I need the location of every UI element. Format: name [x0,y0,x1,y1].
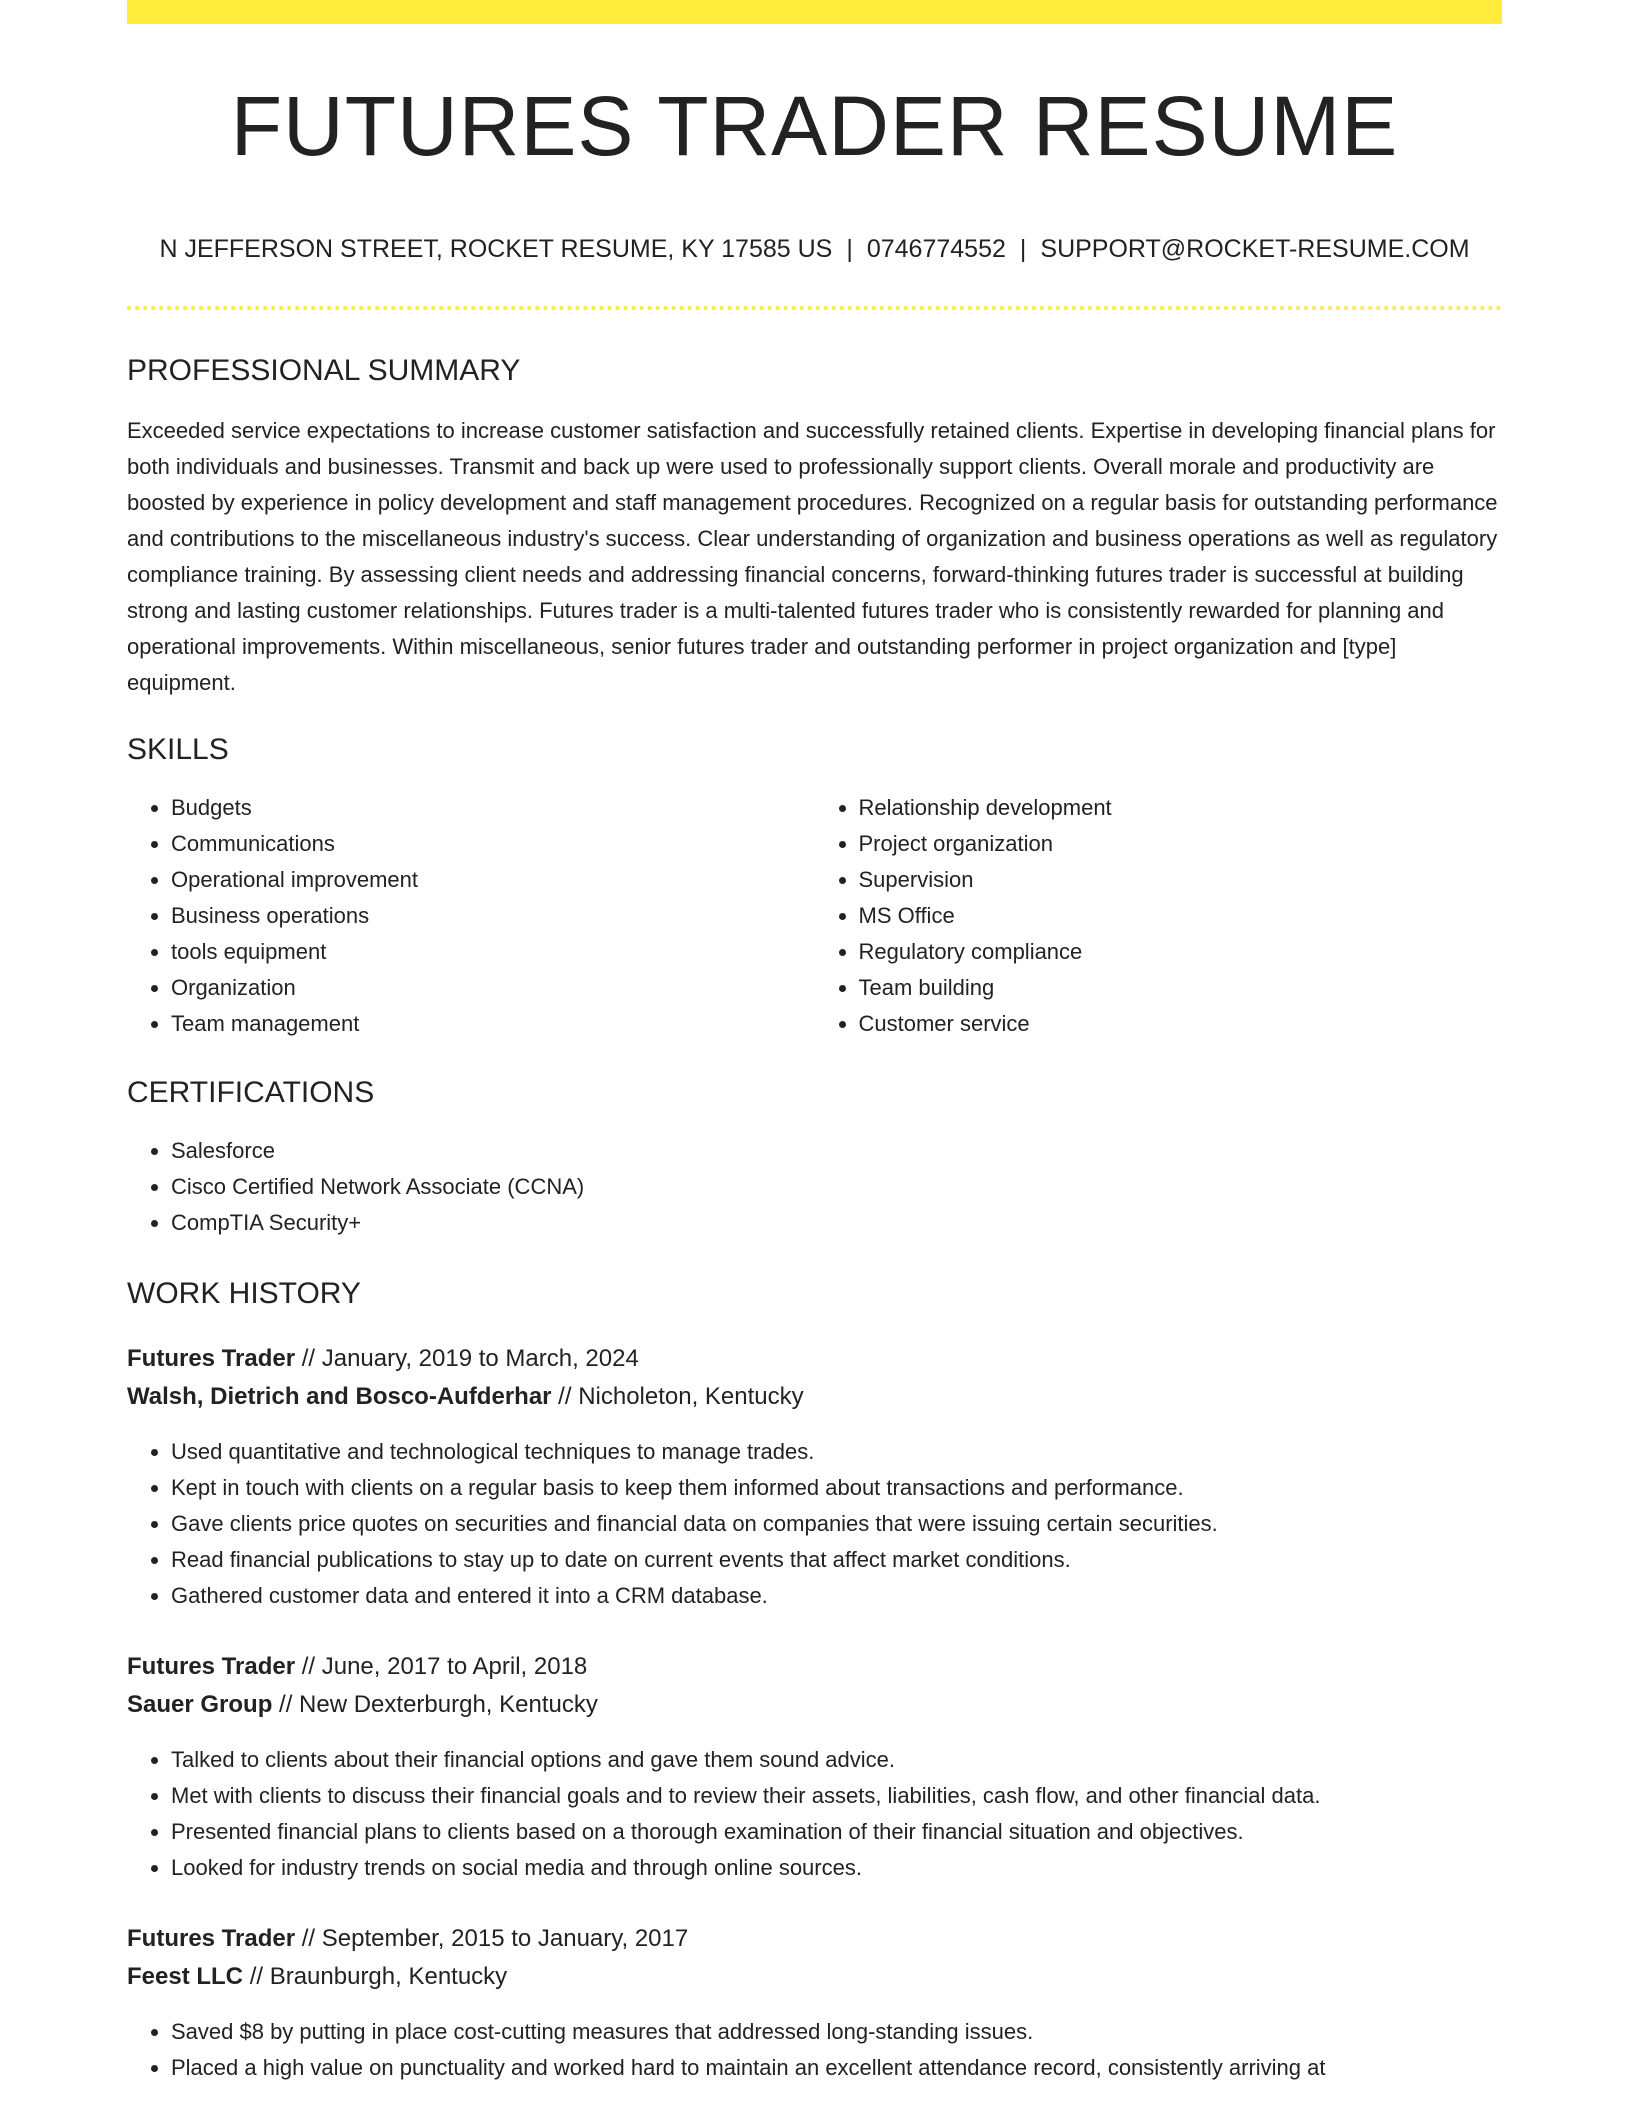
job-title: Futures Trader [127,1345,296,1372]
job-duty: • Kept in touch with clients on a regular basis to keep them informed about transactions and performance. [171,1470,1502,1506]
job-dates: June, 2017 to April, 2018 [321,1653,588,1680]
job-duty: • Presented financial plans to clients based on a thorough examination of their financial situation and objectives. [171,1814,1502,1850]
skill-item: • Relationship development [859,790,1503,826]
skills-grid [127,766,1502,1042]
job-duty: • Read financial publications to stay up to date on current events that affect market conditions. [171,1542,1502,1578]
job-duty: • Gathered customer data and entered it into a CRM database. [171,1578,1502,1614]
job-separator: // [301,1345,316,1372]
job-dates: January, 2019 to March, 2024 [321,1345,639,1372]
job-company: Feest LLC [127,1963,244,1990]
contact-address: N JEFFERSON STREET, ROCKET RESUME, KY 17585 US [159,235,833,263]
certifications-list [127,1133,1502,1241]
job-duty: • Placed a high value on punctuality and worked hard to maintain an excellent attendance record, consistently arriving at [171,2050,1502,2086]
contact-info [127,234,1502,264]
job-duties-list [127,1434,1502,1614]
skill-item: • Customer service [859,1006,1503,1042]
header-divider [127,306,1502,310]
job-company-line [127,1958,1502,1996]
job-duties-list [127,2014,1502,2086]
resume-page [127,0,1502,2086]
job-duty: • Gave clients price quotes on securities and financial data on companies that were issuing certain securities. [171,1506,1502,1542]
job-entry [127,1340,1502,1614]
job-duty: • Used quantitative and technological techniques to manage trades. [171,1434,1502,1470]
summary-text: Exceeded service expectations to increase customer satisfaction and successfully retained clients. Expertise in developing financial plans for both individuals and businesses. Transmit and back up were used to professionally support clients. Overall morale and productivity are boosted by experience in policy development and staff management procedures. Recognized on a regular basis for outstanding performance and contributions to the miscellaneous industry's success. Clear understanding of organization and business operations as well as regulatory compliance training. By assessing client needs and addressing financial concerns, forward-thinking futures trader is successful at building strong and lasting customer relationships. Futures trader is a multi-talented futures trader who is consistently rewarded for planning and operational improvements. Within miscellaneous, senior futures trader and outstanding performer in project organization and [type] equipment. [127,418,1498,695]
skill-item: • Regulatory compliance [859,934,1503,970]
job-location: New Dexterburgh, Kentucky [299,1691,598,1718]
work-history-heading: WORK HISTORY [127,1277,361,1310]
job-duty: • Looked for industry trends on social media and through online sources. [171,1850,1502,1886]
skills-list-right [815,790,1503,1042]
job-dates: September, 2015 to January, 2017 [321,1925,689,1952]
skill-item: • Business operations [171,898,815,934]
job-duties-list [127,1742,1502,1886]
skill-item: • Supervision [859,862,1503,898]
job-company: Walsh, Dietrich and Bosco-Aufderhar [127,1383,552,1410]
skill-item: • MS Office [859,898,1503,934]
certification-item: • CompTIA Security+ [171,1205,1502,1241]
skill-item: • Operational improvement [171,862,815,898]
job-separator: // [558,1383,572,1410]
contact-separator: | [1019,235,1027,263]
job-location: Nicholeton, Kentucky [578,1383,804,1410]
skill-item: • Project organization [859,826,1503,862]
job-title: Futures Trader [127,1653,296,1680]
job-title-line [127,1340,1502,1378]
certification-item: • Cisco Certified Network Associate (CCNA) [171,1169,1502,1205]
job-separator: // [279,1691,293,1718]
resume-title: FUTURES TRADER RESUME [230,79,1399,173]
job-entry [127,1920,1502,2086]
skill-item: • Organization [171,970,815,1006]
contact-email[interactable]: SUPPORT@ROCKET-RESUME.COM [1040,235,1470,263]
skill-item: • Team management [171,1006,815,1042]
skills-heading: SKILLS [127,733,229,766]
job-title-line [127,1920,1502,1958]
accent-top-bar [127,0,1502,24]
skill-item: • Communications [171,826,815,862]
job-duty: • Saved $8 by putting in place cost-cutting measures that addressed long-standing issues. [171,2014,1502,2050]
skill-item: • tools equipment [171,934,815,970]
job-location: Braunburgh, Kentucky [269,1963,508,1990]
job-duty: • Met with clients to discuss their financial goals and to review their assets, liabilities, cash flow, and other financial data. [171,1778,1502,1814]
skill-item: • Budgets [171,790,815,826]
job-title: Futures Trader [127,1925,296,1952]
job-company-line [127,1686,1502,1724]
job-separator: // [301,1925,316,1952]
job-separator: // [301,1653,316,1680]
certification-item: • Salesforce [171,1133,1502,1169]
skills-list-left [127,790,815,1042]
job-entry [127,1648,1502,1886]
job-company-line [127,1378,1502,1416]
job-title-line [127,1648,1502,1686]
contact-phone[interactable]: 0746774552 [866,235,1006,263]
job-separator: // [249,1963,264,1990]
contact-separator: | [846,235,853,263]
job-duty: • Talked to clients about their financial options and gave them sound advice. [171,1742,1502,1778]
job-company: Sauer Group [127,1691,273,1718]
certifications-heading: CERTIFICATIONS [127,1076,375,1109]
skill-item: • Team building [859,970,1503,1006]
summary-heading: PROFESSIONAL SUMMARY [127,354,521,387]
